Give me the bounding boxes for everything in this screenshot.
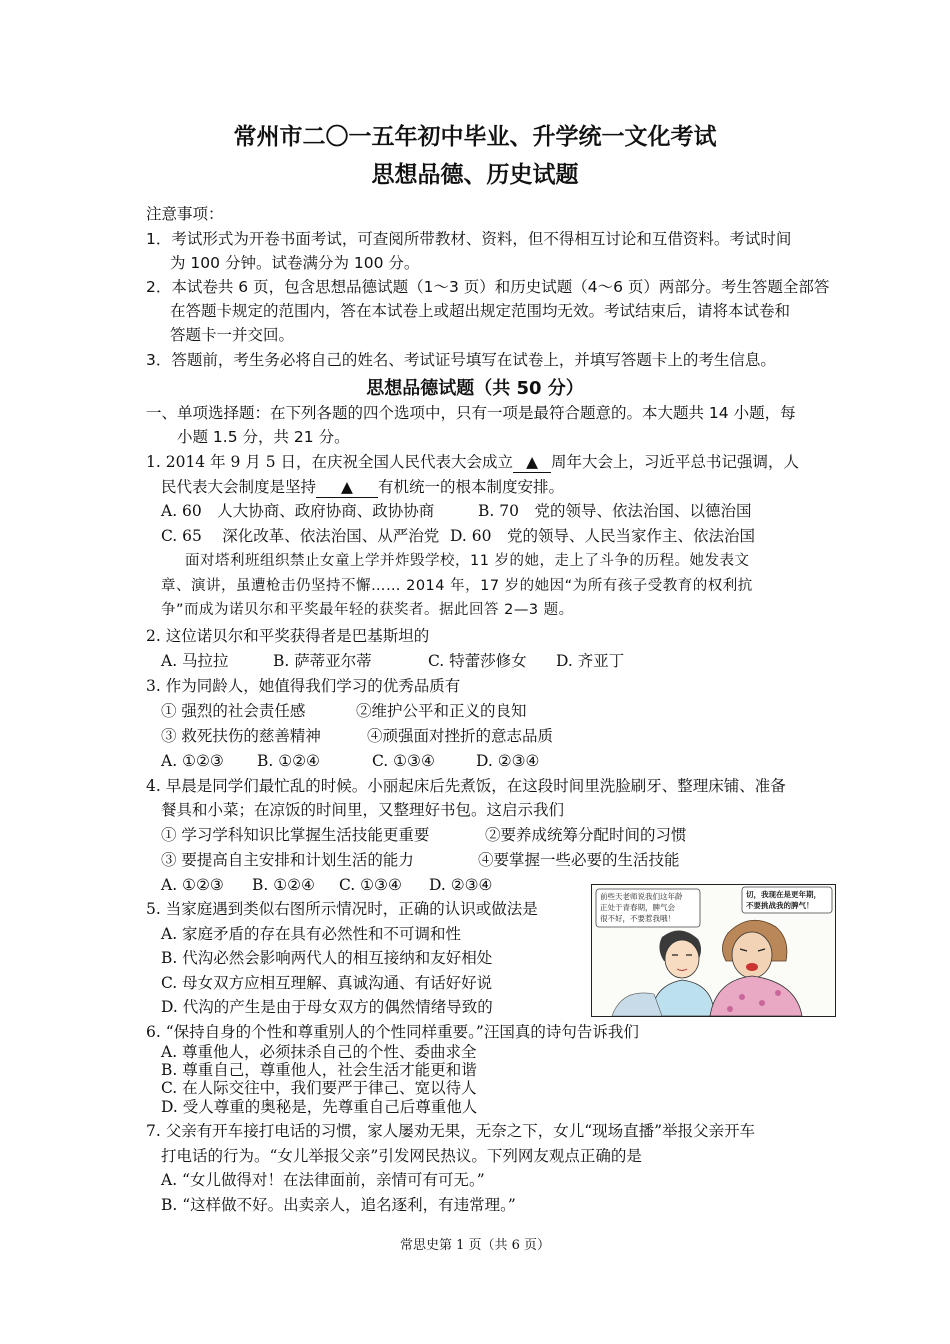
mother-daughter-cartoon (591, 884, 836, 1017)
notes-heading: 注意事项： (146, 205, 224, 223)
page-footer: 常思史第 1 页（共 6 页） (399, 1238, 551, 1253)
part-1-instruction-line-1: 一、单项选择题：在下列各题的四个选项中，只有一项是最符合题意的。本大题共 14 小题，每 (146, 404, 796, 422)
q1-stem-post: 周年大会上，习近平总书记强调，人 (551, 453, 800, 471)
note-1-line-2: 为 100 分钟。试卷满分为 100 分。 (170, 254, 420, 272)
question-4-line-2: 餐具和小菜；在凉饭的时间里，又整理好书包。这启示我们 (161, 801, 565, 819)
q4-item-4: ④要掌握一些必要的生活技能 (478, 851, 680, 869)
note-3: 3．答题前，考生务必将自己的姓名、考试证号填写在试卷上，并填写答题卡上的考生信息。 (146, 351, 776, 369)
q3-option-a: A. ①②③ (161, 752, 224, 770)
q1-option-d: D. 60 党的领导、人民当家作主、依法治国 (450, 527, 755, 545)
note-2-line-3: 答题卡一并交回。 (170, 326, 295, 344)
question-7-line-1: 7. 父亲有开车接打电话的习惯，家人屡劝无果，无奈之下，女儿“现场直播”举报父亲开车 (146, 1122, 756, 1140)
q5-option-b: B. 代沟必然会影响两代人的相互接纳和友好相处 (161, 949, 493, 967)
q2-option-a: A. 马拉拉 (161, 652, 229, 670)
mother-figure (710, 920, 802, 1016)
q6-option-b: B. 尊重自己，尊重他人，社会生活才能更和谐 (161, 1061, 477, 1079)
q1-option-b: B. 70 党的领导、依法治国、以德治国 (478, 502, 752, 520)
q6-option-d: D. 受人尊重的奥秘是，先尊重自己后尊重他人 (161, 1098, 478, 1116)
q3-item-4: ④顽强面对挫折的意志品质 (367, 727, 554, 745)
q3-option-c: C. ①③④ (372, 752, 435, 770)
q4-option-c: C. ①③④ (339, 876, 402, 894)
exam-title: 常州市二〇一五年初中毕业、升学统一文化考试 (233, 124, 717, 150)
q6-option-a: A. 尊重他人，必须抹杀自己的个性、委曲求全 (161, 1043, 477, 1061)
q2-option-d: D. 齐亚丁 (556, 652, 625, 670)
question-4-line-1: 4. 早晨是同学们最忙乱的时候。小丽起床后先煮饭，在这段时间里洗脸刷牙、整理床铺、准备 (146, 777, 786, 795)
q3-option-b: B. ①②④ (257, 752, 320, 770)
q6-option-c: C. 在人际交往中，我们要严于律己、宽以待人 (161, 1079, 477, 1097)
q1-option-a: A. 60 人大协商、政府协商、政协协商 (161, 502, 435, 520)
q4-option-d: D. ②③④ (429, 876, 493, 894)
passage-line-2: 章、演讲，虽遭枪击仍坚持不懈…… 2014 年，17 岁的她因“为所有孩子受教育的权利抗 (161, 578, 753, 594)
question-2-stem: 2. 这位诺贝尔和平奖获得者是巴基斯坦的 (146, 627, 430, 645)
note-1-line-1: 1．考试形式为开卷书面考试，可查阅所带教材、资料，但不得相互讨论和互借资料。考试时间 (146, 230, 792, 248)
bubble-left-line-3: 很不好，不要惹我哦！ (600, 914, 675, 923)
q4-item-2: ②要养成统筹分配时间的习惯 (485, 826, 687, 844)
exam-subtitle: 思想品德、历史试题 (371, 162, 579, 188)
question-1-line-2 (161, 477, 564, 498)
q7-option-b: B. “这样做不好。出卖亲人，追名逐利，有违常理。” (161, 1196, 516, 1214)
question-3-stem: 3. 作为同龄人，她值得我们学习的优秀品质有 (146, 677, 461, 695)
passage-line-3: 争”而成为诺贝尔和平奖最年轻的获奖者。据此回答 2—3 题。 (161, 602, 574, 618)
question-7-line-2: 打电话的行为。“女儿举报父亲”引发网民热议。下列网友观点正确的是 (161, 1147, 642, 1165)
q3-item-2: ②维护公平和正义的良知 (356, 702, 527, 720)
note-2-line-2: 在答题卡规定的范围内，答在本试卷上或超出规定范围均无效。考试结束后，请将本试卷和 (170, 302, 791, 320)
q1-stem2-post: 有机统一的根本制度安排。 (378, 478, 565, 496)
q3-option-d: D. ②③④ (476, 752, 540, 770)
q5-option-c: C. 母女双方应相互理解、真诚沟通、有话好好说 (161, 974, 493, 992)
q5-option-a: A. 家庭矛盾的存在具有必然性和不可调和性 (161, 925, 462, 943)
question-6-stem: 6. “保持自身的个性和尊重别人的个性同样重要。”汪国真的诗句告诉我们 (146, 1023, 639, 1041)
q5-option-d: D. 代沟的产生是由于母女双方的偶然情绪导致的 (161, 998, 493, 1016)
cartoon-illustration (592, 885, 835, 1016)
q1-option-c: C. 65 深化改革、依法治国、从严治党 (161, 527, 440, 545)
daughter-figure (612, 930, 714, 1016)
q4-option-a: A. ①②③ (161, 876, 224, 894)
q3-item-3: ③ 救死扶伤的慈善精神 (161, 727, 321, 745)
bubble-left-line-2: 正处于青春期，脾气会 (600, 903, 675, 912)
q1-blank-2: ▲ (316, 477, 378, 498)
section-title: 思想品德试题（共 50 分） (366, 378, 584, 399)
q4-item-3: ③ 要提高自主安排和计划生活的能力 (161, 851, 414, 869)
part-1-instruction-line-2: 小题 1.5 分，共 21 分。 (177, 428, 350, 446)
q4-option-b: B. ①②④ (252, 876, 315, 894)
bubble-right-line-2: 不要挑战我的脾气！ (746, 901, 814, 910)
q7-option-a: A. “女儿做得对！在法律面前，亲情可有可无。” (161, 1171, 485, 1189)
question-5-stem: 5. 当家庭遇到类似右图所示情况时，正确的认识或做法是 (146, 900, 538, 918)
q1-blank-1: ▲ (513, 452, 551, 473)
bubble-left-line-1: 前些天老师说我们这年龄 (600, 892, 683, 901)
q4-item-1: ① 学习学科知识比掌握生活技能更重要 (161, 826, 430, 844)
question-1-line-1 (146, 452, 799, 473)
q1-stem-pre: 1. 2014 年 9 月 5 日，在庆祝全国人民代表大会成立 (146, 453, 514, 471)
passage-line-1: 面对塔利班组织禁止女童上学并炸毁学校，11 岁的她，走上了斗争的历程。她发表文 (185, 553, 750, 569)
q1-stem2-pre: 民代表大会制度是坚持 (161, 478, 317, 496)
bubble-right-line-1: 切，我现在是更年期， (746, 890, 821, 899)
q2-option-c: C. 特蕾莎修女 (428, 652, 527, 670)
q3-item-1: ① 强烈的社会责任感 (161, 702, 306, 720)
note-2-line-1: 2．本试卷共 6 页，包含思想品德试题（1～3 页）和历史试题（4～6 页）两部分。考生答题全部答 (146, 278, 830, 296)
q2-option-b: B. 萨蒂亚尔蒂 (273, 652, 372, 670)
